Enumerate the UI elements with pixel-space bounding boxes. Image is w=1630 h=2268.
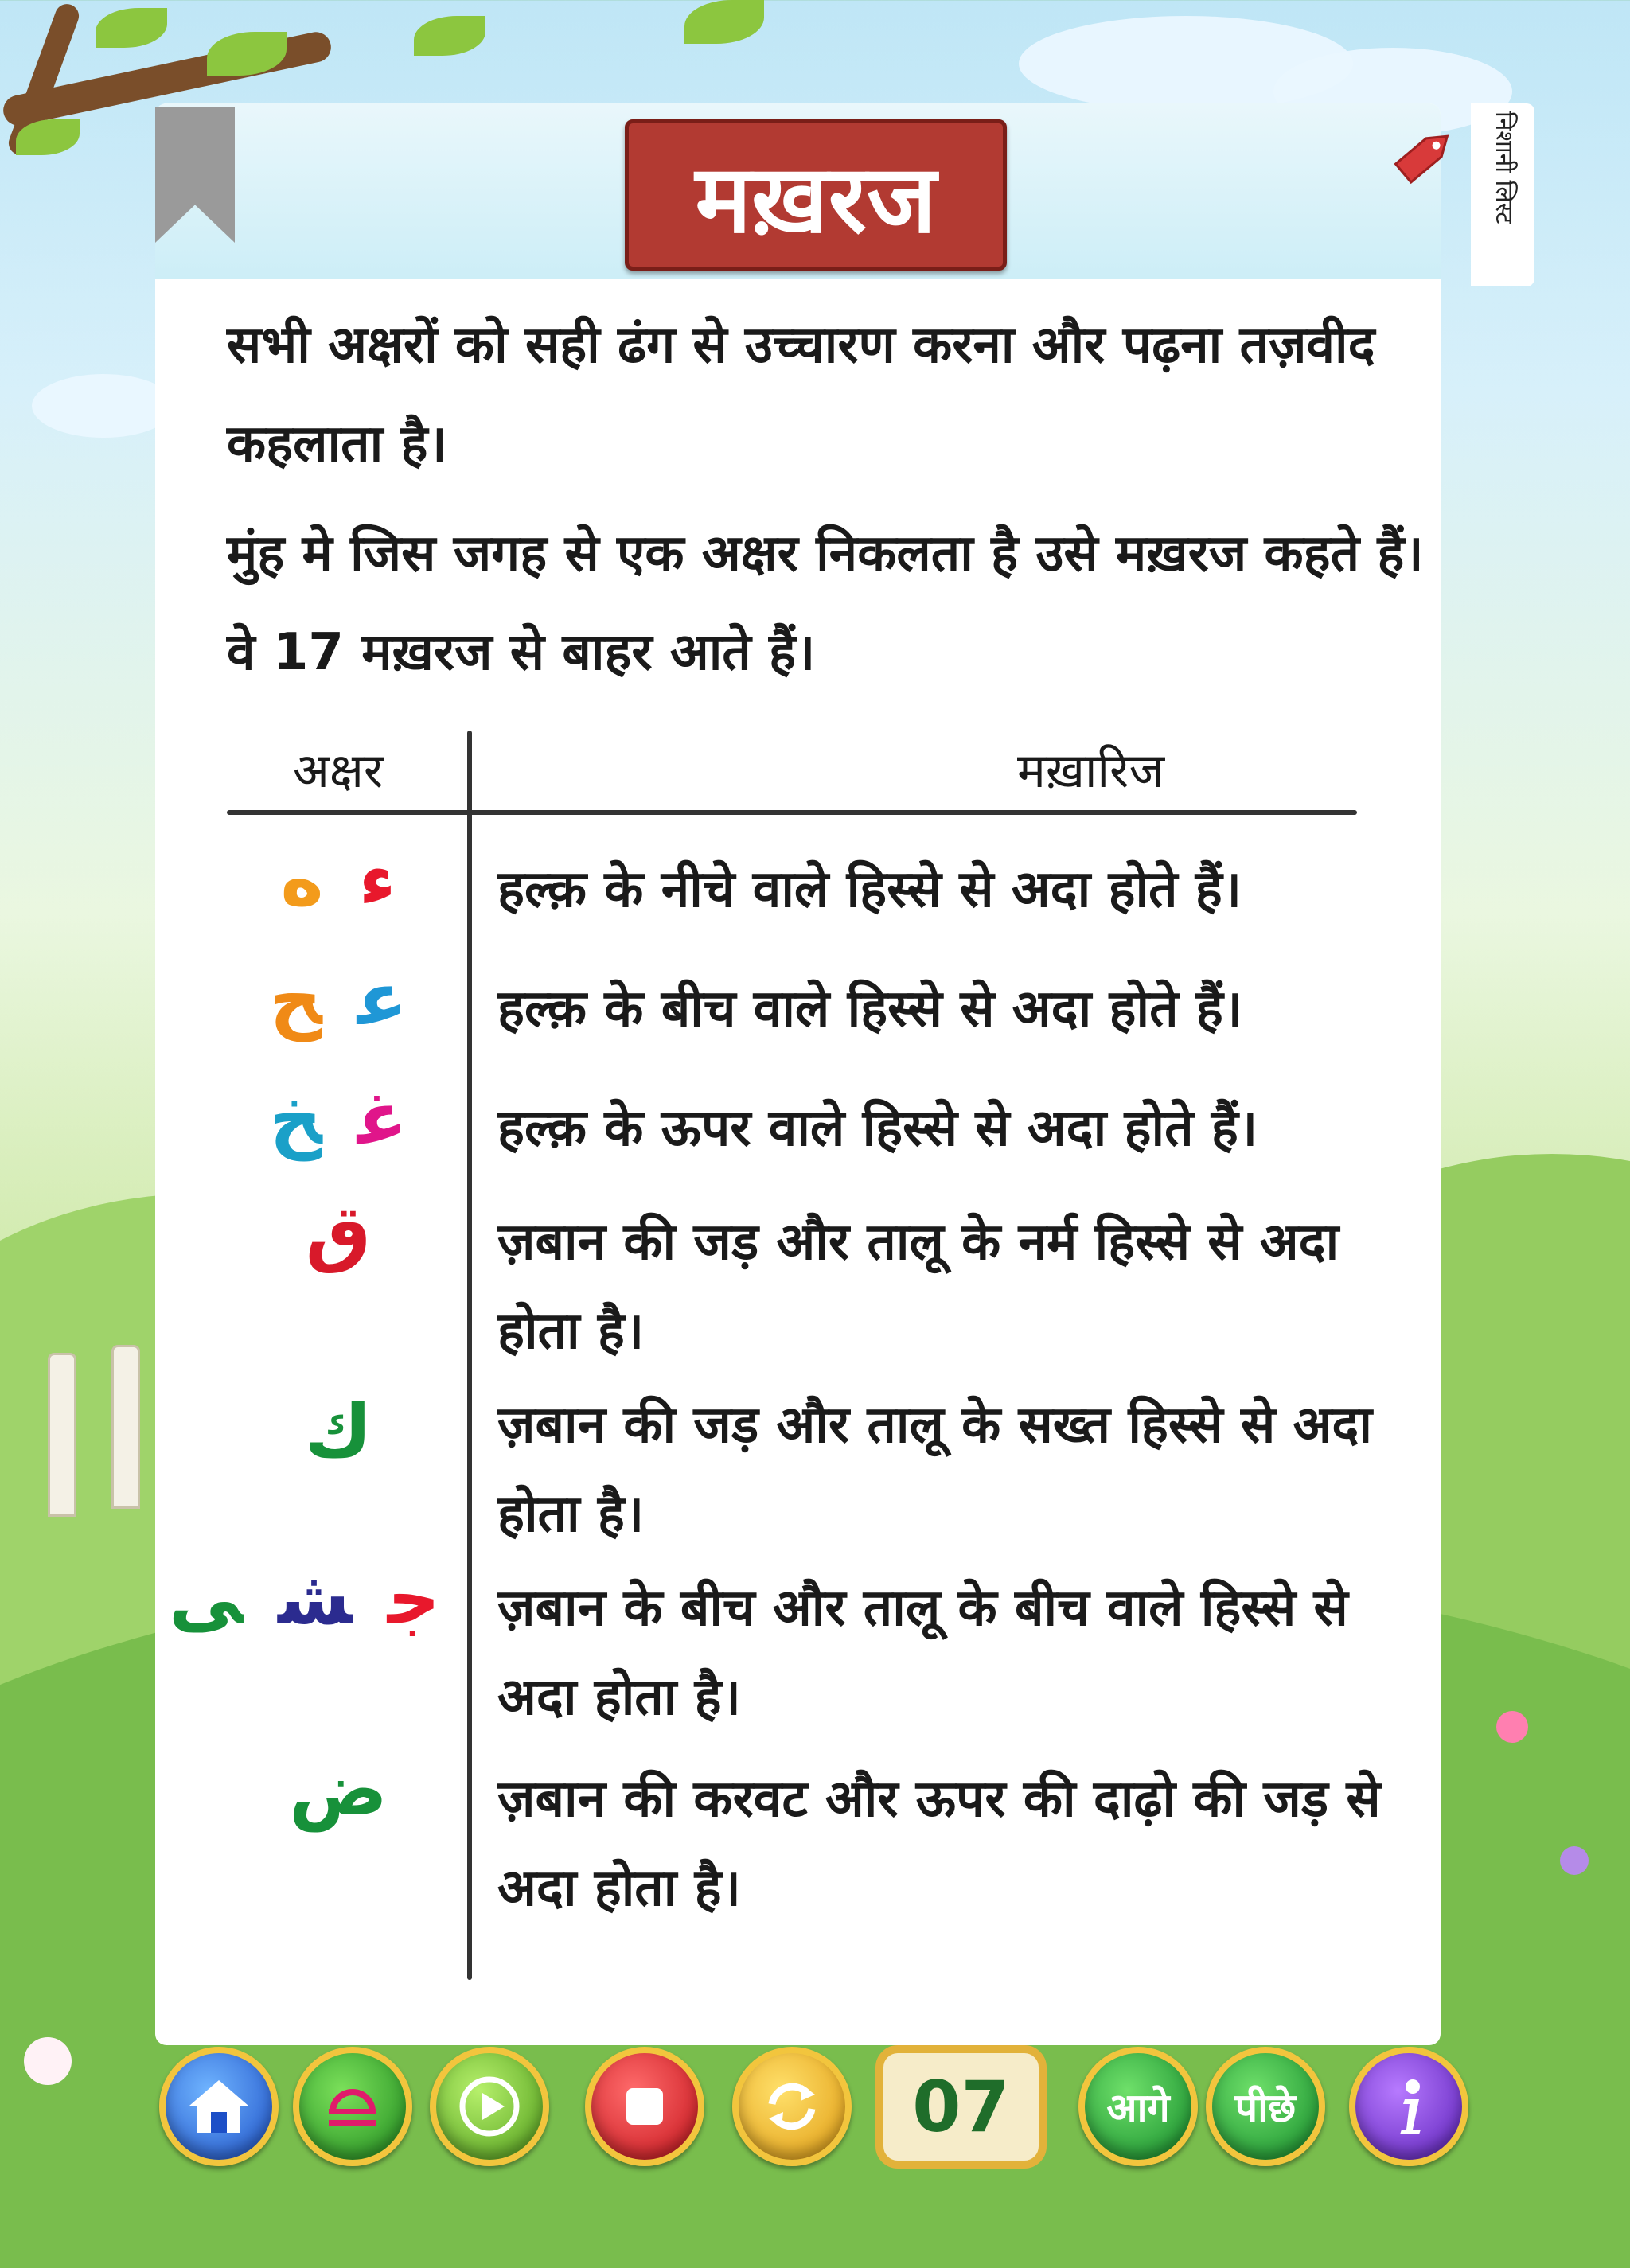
arabic-letters — [219, 1747, 458, 1832]
arabic-letter[interactable]: ى — [168, 1556, 244, 1641]
side-tab-label[interactable]: निशानी लिस्ट — [1490, 111, 1518, 224]
arabic-letters — [219, 1190, 458, 1275]
arabic-letter[interactable]: ش — [278, 1556, 353, 1641]
leaf — [96, 8, 167, 48]
intro-text — [227, 296, 1437, 713]
arabic-letter[interactable]: خ — [269, 1076, 322, 1161]
makhraj-description: ज़बान के बीच और तालू के बीच वाले हिस्से से अदा होता है। — [497, 1579, 1348, 1727]
home-icon — [183, 2071, 255, 2142]
flower — [1496, 1711, 1528, 1743]
home-button[interactable] — [159, 2047, 279, 2166]
tag-icon[interactable] — [1389, 119, 1460, 191]
leaf — [414, 16, 485, 56]
refresh-icon — [756, 2071, 828, 2142]
info-icon — [1373, 2071, 1445, 2142]
intro-paragraph: सभी अक्षरों को सही ढंग से उच्चारण करना और पढ़ना तज़वीद कहलाता है। — [227, 316, 1375, 473]
prev-button[interactable] — [1206, 2047, 1325, 2166]
arabic-letter[interactable]: غ — [357, 1076, 408, 1161]
makhraj-description: हल्क़ के नीचे वाले हिस्से से अदा होते हैं। — [497, 860, 1242, 919]
arabic-letter[interactable]: ض — [289, 1747, 388, 1832]
leaf — [684, 0, 764, 44]
prev-button-label: पीछे — [1234, 2085, 1297, 2131]
intro-paragraph: मुंह मे जिस जगह से एक अक्षर निकलता है उसे मख़रज कहते हैं। वे 17 मख़रज से बाहर आते हैं। — [227, 524, 1424, 682]
page-title: मख़रज — [625, 119, 1007, 271]
info-button[interactable] — [1349, 2047, 1468, 2166]
arabic-letter[interactable]: ه — [280, 837, 324, 922]
table-divider — [227, 810, 1357, 815]
play-icon — [454, 2071, 525, 2142]
flower — [1560, 1846, 1589, 1875]
arabic-letters — [219, 1389, 458, 1474]
fence-post — [48, 1353, 76, 1517]
flower — [24, 2037, 72, 2085]
arabic-letter[interactable]: ك — [304, 1389, 372, 1474]
arabic-letter[interactable]: ء — [358, 837, 396, 922]
arabic-letters — [168, 1556, 458, 1641]
cloud — [32, 374, 175, 438]
arabic-letters — [219, 1076, 458, 1161]
arabic-letter[interactable]: ع — [357, 957, 408, 1042]
makhraj-description: हल्क़ के ऊपर वाले हिस्से से अदा होते हैं। — [497, 1099, 1258, 1158]
column-header-letters: अक्षर — [293, 743, 384, 799]
stop-icon — [609, 2071, 680, 2142]
scale-button[interactable] — [293, 2047, 412, 2166]
arabic-letter[interactable]: ح — [269, 957, 322, 1042]
next-button-label: आगे — [1106, 2085, 1170, 2131]
arabic-letters — [219, 837, 458, 922]
column-header-makharij: मख़ारिज — [1017, 743, 1165, 799]
scale-icon — [317, 2071, 388, 2142]
fence-post — [111, 1345, 140, 1509]
column-divider — [467, 731, 472, 1980]
refresh-button[interactable] — [732, 2047, 852, 2166]
next-button[interactable] — [1078, 2047, 1198, 2166]
makhraj-description: ज़बान की जड़ और तालू के नर्म हिस्से से अदा होता है। — [497, 1213, 1339, 1361]
makhraj-description: हल्क़ के बीच वाले हिस्से से अदा होते हैं। — [497, 980, 1243, 1039]
play-button[interactable] — [430, 2047, 549, 2166]
makhraj-description: ज़बान की करवट और ऊपर की दाढ़ो की जड़ से अदा होता है। — [497, 1770, 1381, 1918]
stop-button[interactable] — [585, 2047, 704, 2166]
page-number: 07 — [875, 2045, 1047, 2169]
makhraj-description: ज़बान की जड़ और तालू के सख्त हिस्से से अदा होता है। — [497, 1396, 1372, 1544]
arabic-letter[interactable]: ج — [387, 1556, 440, 1641]
arabic-letter[interactable]: ق — [305, 1190, 372, 1275]
arabic-letters — [219, 957, 458, 1042]
